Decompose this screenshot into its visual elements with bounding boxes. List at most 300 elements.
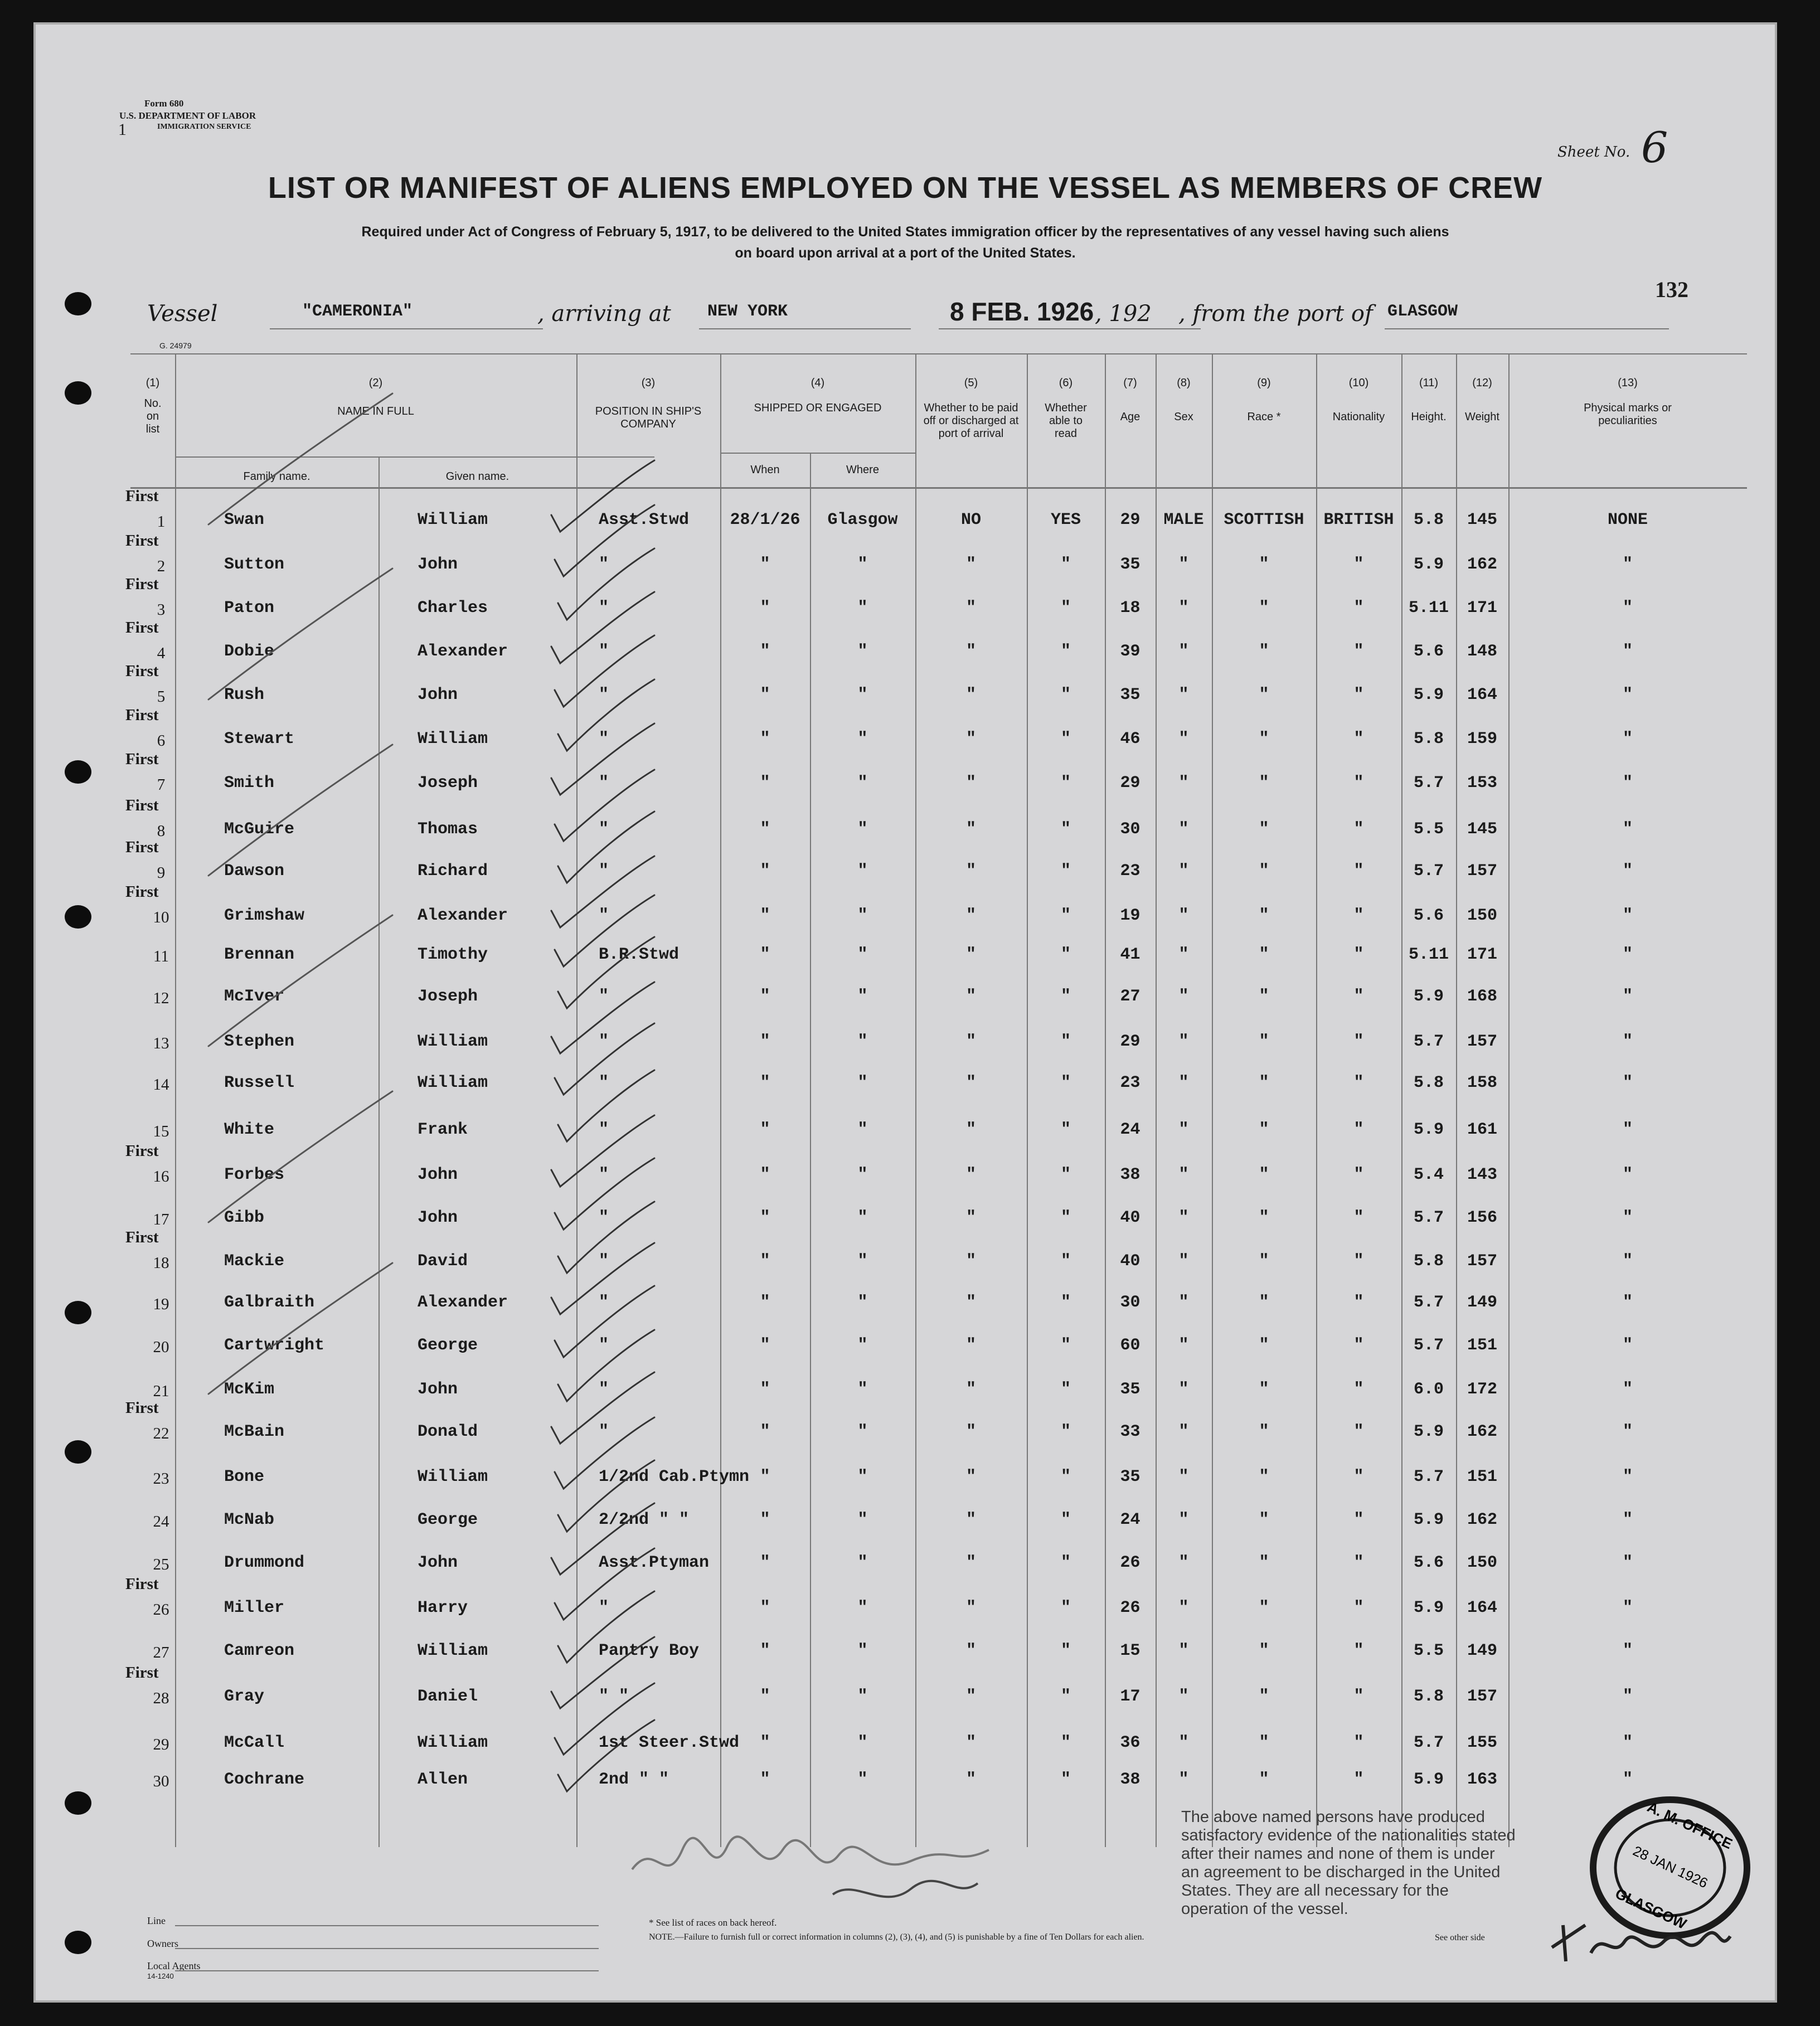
sex: " bbox=[1178, 555, 1189, 574]
sheet-label: Sheet No. bbox=[1557, 144, 1630, 161]
able-to-read: " bbox=[1060, 642, 1071, 661]
given-name: Allen bbox=[418, 1770, 468, 1789]
paid-off: " bbox=[965, 555, 976, 574]
year-label: , 192 bbox=[1095, 301, 1152, 327]
shipped-where: " bbox=[857, 730, 868, 749]
weight: 161 bbox=[1467, 1120, 1497, 1139]
weight: 149 bbox=[1467, 1641, 1497, 1660]
check-mark-icon bbox=[208, 393, 392, 524]
check-mark-icon bbox=[555, 1548, 654, 1620]
check-mark-icon bbox=[551, 460, 654, 532]
shipped-when: " bbox=[760, 774, 770, 793]
check-mark-icon bbox=[551, 1115, 654, 1187]
able-to-read: " bbox=[1060, 987, 1071, 1006]
shipped-when: " bbox=[760, 1422, 770, 1441]
shipped-when: " bbox=[760, 1032, 770, 1051]
sex: " bbox=[1178, 730, 1189, 749]
check-mark-icon bbox=[555, 895, 654, 966]
list-number: 22 bbox=[153, 1425, 169, 1442]
height: 5.6 bbox=[1413, 642, 1444, 661]
race-footnote: * See list of races on back hereof. bbox=[649, 1917, 777, 1928]
first-voyage-note: First bbox=[125, 750, 159, 768]
age: 23 bbox=[1120, 1073, 1140, 1092]
sex: " bbox=[1178, 1165, 1189, 1184]
age: 29 bbox=[1120, 511, 1140, 529]
nationality: " bbox=[1353, 1553, 1364, 1572]
col-10-header: (10) Nationality bbox=[1332, 377, 1385, 423]
given-name: George bbox=[418, 1510, 478, 1529]
height: 5.9 bbox=[1413, 987, 1444, 1006]
paid-off: " bbox=[965, 1510, 976, 1529]
first-voyage-note: First bbox=[125, 619, 159, 637]
pencil-check-marks bbox=[36, 25, 1775, 2000]
position: Pantry Boy bbox=[599, 1641, 700, 1660]
race: " bbox=[1259, 774, 1269, 793]
physical-marks: " bbox=[1622, 1422, 1633, 1441]
given-name: Alexander bbox=[418, 906, 508, 925]
check-mark-icon bbox=[558, 679, 654, 751]
physical-marks: " bbox=[1622, 1380, 1633, 1399]
weight: 153 bbox=[1467, 774, 1497, 793]
shipped-when: " bbox=[760, 686, 770, 705]
nationality: " bbox=[1353, 686, 1364, 705]
service: IMMIGRATION SERVICE bbox=[157, 123, 251, 131]
age: 41 bbox=[1120, 945, 1140, 964]
list-number: 2 bbox=[157, 557, 166, 575]
first-voyage-note: First bbox=[125, 1399, 159, 1417]
check-mark-icon bbox=[551, 1503, 654, 1575]
list-number: 21 bbox=[153, 1382, 169, 1400]
stamp-top-text: A. M. OFFICE bbox=[1644, 1798, 1735, 1853]
height: 5.11 bbox=[1408, 945, 1449, 964]
shipped-where: " bbox=[857, 774, 868, 793]
height: 5.7 bbox=[1413, 1032, 1444, 1051]
nationality: " bbox=[1353, 862, 1364, 881]
physical-marks: " bbox=[1622, 774, 1633, 793]
family-name: Cartwright bbox=[224, 1336, 325, 1355]
shipped-when: " bbox=[760, 906, 770, 925]
paid-off: " bbox=[965, 686, 976, 705]
height: 6.0 bbox=[1413, 1380, 1444, 1399]
arriving-label: , arriving at bbox=[537, 301, 671, 327]
given-name: William bbox=[418, 1733, 488, 1752]
nationality: " bbox=[1353, 906, 1364, 925]
weight: 157 bbox=[1467, 862, 1497, 881]
age: 24 bbox=[1120, 1510, 1140, 1529]
sex: " bbox=[1178, 1380, 1189, 1399]
sex: " bbox=[1178, 862, 1189, 881]
shipped-when: " bbox=[760, 1510, 770, 1529]
weight: 171 bbox=[1467, 945, 1497, 964]
position: " bbox=[599, 1120, 609, 1139]
age: 40 bbox=[1120, 1252, 1140, 1271]
nationality: " bbox=[1353, 1687, 1364, 1706]
able-to-read: " bbox=[1060, 555, 1071, 574]
able-to-read: " bbox=[1060, 1120, 1071, 1139]
age: 38 bbox=[1120, 1770, 1140, 1789]
family-name-header: Family name. bbox=[243, 470, 310, 483]
check-mark-icon bbox=[551, 856, 654, 927]
sex: " bbox=[1178, 1293, 1189, 1312]
age: 30 bbox=[1120, 1293, 1140, 1312]
age: 35 bbox=[1120, 555, 1140, 574]
see-other-side: See other side bbox=[1435, 1933, 1485, 1942]
shipped-when: " bbox=[760, 1165, 770, 1184]
shipped-where: " bbox=[857, 1770, 868, 1789]
shipped-where: " bbox=[857, 1073, 868, 1092]
position: " bbox=[599, 906, 609, 925]
check-mark-icon bbox=[208, 1263, 392, 1394]
given-name: George bbox=[418, 1336, 478, 1355]
physical-marks: " bbox=[1622, 1687, 1633, 1706]
weight: 150 bbox=[1467, 906, 1497, 925]
shipped-when: " bbox=[760, 1336, 770, 1355]
position: 2/2nd " " bbox=[599, 1510, 690, 1529]
list-number: 12 bbox=[153, 989, 169, 1007]
nationality: " bbox=[1353, 1336, 1364, 1355]
weight: 151 bbox=[1467, 1468, 1497, 1486]
first-voyage-note: First bbox=[125, 575, 159, 593]
race: " bbox=[1259, 1208, 1269, 1227]
weight: 157 bbox=[1467, 1032, 1497, 1051]
age: 38 bbox=[1120, 1165, 1140, 1184]
list-number: 25 bbox=[153, 1556, 169, 1573]
physical-marks: " bbox=[1622, 1336, 1633, 1355]
list-number: 5 bbox=[157, 688, 166, 706]
check-mark-icon bbox=[551, 982, 654, 1053]
page-title: LIST OR MANIFEST OF ALIENS EMPLOYED ON THE VESSEL AS MEMBERS OF CREW bbox=[268, 171, 1543, 205]
physical-marks: " bbox=[1622, 862, 1633, 881]
race: " bbox=[1259, 1468, 1269, 1486]
weight: 162 bbox=[1467, 555, 1497, 574]
sex: " bbox=[1178, 987, 1189, 1006]
shipped-when: " bbox=[760, 987, 770, 1006]
race: " bbox=[1259, 1510, 1269, 1529]
height: 5.9 bbox=[1413, 1422, 1444, 1441]
shipped-when: 28/1/26 bbox=[730, 511, 800, 529]
age: 17 bbox=[1120, 1687, 1140, 1706]
list-number: 6 bbox=[157, 732, 166, 750]
able-to-read: " bbox=[1060, 686, 1071, 705]
position: " bbox=[599, 820, 609, 839]
weight: 143 bbox=[1467, 1165, 1497, 1184]
physical-marks: " bbox=[1622, 987, 1633, 1006]
family-name: Gray bbox=[224, 1687, 265, 1706]
position: " bbox=[599, 1252, 609, 1271]
paid-off: " bbox=[965, 1120, 976, 1139]
paid-off: " bbox=[965, 1032, 976, 1051]
age: 26 bbox=[1120, 1599, 1140, 1617]
col-9-header: (9) Race * bbox=[1247, 377, 1281, 423]
check-mark-icon bbox=[555, 635, 654, 707]
age: 35 bbox=[1120, 686, 1140, 705]
weight: 164 bbox=[1467, 1599, 1497, 1617]
weight: 163 bbox=[1467, 1770, 1497, 1789]
check-mark-icon bbox=[555, 1286, 654, 1357]
nationality: " bbox=[1353, 555, 1364, 574]
given-name: John bbox=[418, 686, 458, 705]
physical-marks: " bbox=[1622, 1120, 1633, 1139]
first-voyage-note: First bbox=[125, 487, 159, 505]
family-name: Russell bbox=[224, 1073, 295, 1092]
shipped-when: " bbox=[760, 1770, 770, 1789]
weight: 158 bbox=[1467, 1073, 1497, 1092]
able-to-read: " bbox=[1060, 1380, 1071, 1399]
height: 5.8 bbox=[1413, 1687, 1444, 1706]
nationality: " bbox=[1353, 1073, 1364, 1092]
given-name: William bbox=[418, 1073, 488, 1092]
nationality: " bbox=[1353, 820, 1364, 839]
weight: 151 bbox=[1467, 1336, 1497, 1355]
age: 60 bbox=[1120, 1336, 1140, 1355]
shipped-where: " bbox=[857, 1687, 868, 1706]
position: " bbox=[599, 599, 609, 618]
agent-signature bbox=[1541, 1908, 1741, 1975]
given-name: John bbox=[418, 1165, 458, 1184]
first-voyage-note: First bbox=[125, 1142, 159, 1160]
age: 46 bbox=[1120, 730, 1140, 749]
age: 35 bbox=[1120, 1380, 1140, 1399]
footer-rule bbox=[175, 1970, 599, 1971]
footer-rule bbox=[175, 1925, 599, 1926]
list-number: 16 bbox=[153, 1168, 169, 1186]
family-name: Brennan bbox=[224, 945, 295, 964]
physical-marks: " bbox=[1622, 1770, 1633, 1789]
able-to-read: " bbox=[1060, 1293, 1071, 1312]
shipped-where: " bbox=[857, 1165, 868, 1184]
list-number: 1 bbox=[157, 513, 166, 531]
given-name: William bbox=[418, 1641, 488, 1660]
given-name: John bbox=[418, 1553, 458, 1572]
stamp-date: 28 JAN 1926 bbox=[1630, 1843, 1710, 1892]
list-number: 29 bbox=[153, 1736, 169, 1753]
physical-marks: " bbox=[1622, 1252, 1633, 1271]
shipped-where: " bbox=[857, 642, 868, 661]
list-number: 3 bbox=[157, 601, 166, 619]
family-name: Sutton bbox=[224, 555, 285, 574]
shipped-when: " bbox=[760, 642, 770, 661]
race: " bbox=[1259, 1336, 1269, 1355]
height: 5.7 bbox=[1413, 1208, 1444, 1227]
weight: 145 bbox=[1467, 820, 1497, 839]
race: " bbox=[1259, 1553, 1269, 1572]
height: 5.8 bbox=[1413, 730, 1444, 749]
shipped-when: " bbox=[760, 1380, 770, 1399]
position: " bbox=[599, 1599, 609, 1617]
family-name: Rush bbox=[224, 686, 265, 705]
sex: " bbox=[1178, 1468, 1189, 1486]
check-mark-icon bbox=[208, 569, 392, 699]
when-header: When bbox=[750, 464, 780, 476]
shipped-where: " bbox=[857, 1422, 868, 1441]
position: " bbox=[599, 1422, 609, 1441]
vessel-label: Vessel bbox=[147, 301, 218, 327]
list-number: 28 bbox=[153, 1689, 169, 1707]
height: 5.11 bbox=[1408, 599, 1449, 618]
family-name: Camreon bbox=[224, 1641, 295, 1660]
weight: 157 bbox=[1467, 1252, 1497, 1271]
physical-marks: " bbox=[1622, 730, 1633, 749]
position: " bbox=[599, 642, 609, 661]
agents-reference: 14-1240 bbox=[147, 1972, 174, 1980]
paid-off: " bbox=[965, 1733, 976, 1752]
list-number: 9 bbox=[157, 864, 166, 882]
race: " bbox=[1259, 555, 1269, 574]
shipped-when: " bbox=[760, 555, 770, 574]
shipped-where: " bbox=[857, 1468, 868, 1486]
family-name: Cochrane bbox=[224, 1770, 305, 1789]
first-voyage-note: First bbox=[125, 796, 159, 814]
race: " bbox=[1259, 1165, 1269, 1184]
given-name: Joseph bbox=[418, 987, 478, 1006]
corner-mark: 1 bbox=[118, 120, 127, 139]
family-name: Forbes bbox=[224, 1165, 285, 1184]
race: " bbox=[1259, 1252, 1269, 1271]
shipped-when: " bbox=[760, 862, 770, 881]
paid-off: " bbox=[965, 1687, 976, 1706]
given-name: John bbox=[418, 1208, 458, 1227]
family-name: McCall bbox=[224, 1733, 285, 1752]
nationality: " bbox=[1353, 1120, 1364, 1139]
nationality: " bbox=[1353, 1293, 1364, 1312]
physical-marks: " bbox=[1622, 945, 1633, 964]
position: " bbox=[599, 1032, 609, 1051]
position: " " bbox=[599, 1687, 629, 1706]
given-name: Timothy bbox=[418, 945, 488, 964]
family-name: Dobie bbox=[224, 642, 275, 661]
given-name: Frank bbox=[418, 1120, 468, 1139]
age: 15 bbox=[1120, 1641, 1140, 1660]
nationality: " bbox=[1353, 1165, 1364, 1184]
nationality: " bbox=[1353, 987, 1364, 1006]
paid-off: " bbox=[965, 1422, 976, 1441]
sex: " bbox=[1178, 1733, 1189, 1752]
physical-marks: " bbox=[1622, 820, 1633, 839]
race: " bbox=[1259, 987, 1269, 1006]
paid-off: " bbox=[965, 1380, 976, 1399]
age: 29 bbox=[1120, 1032, 1140, 1051]
check-mark-icon bbox=[558, 1591, 654, 1663]
weight: 172 bbox=[1467, 1380, 1497, 1399]
paid-off: " bbox=[965, 1336, 976, 1355]
nationality: " bbox=[1353, 1422, 1364, 1441]
weight: 148 bbox=[1467, 642, 1497, 661]
given-name: Richard bbox=[418, 862, 488, 881]
paid-off: " bbox=[965, 642, 976, 661]
sex: " bbox=[1178, 774, 1189, 793]
age: 29 bbox=[1120, 774, 1140, 793]
able-to-read: " bbox=[1060, 906, 1071, 925]
col-4-header: (4) SHIPPED OR ENGAGED bbox=[754, 377, 882, 414]
given-name: William bbox=[418, 511, 488, 529]
position: " bbox=[599, 862, 609, 881]
check-mark-icon bbox=[558, 1330, 654, 1401]
position: " bbox=[599, 987, 609, 1006]
shipped-where: " bbox=[857, 1120, 868, 1139]
sex: " bbox=[1178, 1422, 1189, 1441]
height: 5.8 bbox=[1413, 1252, 1444, 1271]
height: 5.5 bbox=[1413, 1641, 1444, 1660]
shipped-where: " bbox=[857, 987, 868, 1006]
paid-off: " bbox=[965, 1208, 976, 1227]
sex: " bbox=[1178, 1208, 1189, 1227]
shipped-when: " bbox=[760, 730, 770, 749]
col-13-header: (13) Physical marks or peculiarities bbox=[1584, 377, 1672, 427]
check-mark-icon bbox=[208, 915, 392, 1046]
col-6-header: (6) Whether able to read bbox=[1045, 377, 1087, 440]
able-to-read: " bbox=[1060, 1687, 1071, 1706]
sex: " bbox=[1178, 1120, 1189, 1139]
owners-label: Owners bbox=[147, 1938, 178, 1949]
check-mark-icon bbox=[551, 592, 654, 663]
shipped-when: " bbox=[760, 1687, 770, 1706]
form-number: Form 680 bbox=[144, 98, 184, 109]
able-to-read: " bbox=[1060, 820, 1071, 839]
given-name: John bbox=[418, 555, 458, 574]
shipped-when: " bbox=[760, 1252, 770, 1271]
sex: " bbox=[1178, 1510, 1189, 1529]
physical-marks: " bbox=[1622, 1165, 1633, 1184]
subtitle-line-1: Required under Act of Congress of February 5, 1917, to be delivered to the United States immigration officer by the representatives of any vessel having such aliens bbox=[361, 224, 1449, 240]
shipped-where: " bbox=[857, 1208, 868, 1227]
shipped-where: " bbox=[857, 1553, 868, 1572]
nationality: BRITISH bbox=[1323, 511, 1394, 529]
paid-off: " bbox=[965, 987, 976, 1006]
paid-off: " bbox=[965, 1641, 976, 1660]
sex: " bbox=[1178, 599, 1189, 618]
check-mark-icon bbox=[555, 1023, 654, 1095]
race: " bbox=[1259, 820, 1269, 839]
sex: " bbox=[1178, 642, 1189, 661]
able-to-read: " bbox=[1060, 1641, 1071, 1660]
stamp-bottom-text: GLASGOW bbox=[1613, 1884, 1690, 1933]
manifest-sheet bbox=[33, 22, 1777, 2003]
race: " bbox=[1259, 599, 1269, 618]
shipped-when: " bbox=[760, 1073, 770, 1092]
sex: " bbox=[1178, 1641, 1189, 1660]
able-to-read: " bbox=[1060, 1336, 1071, 1355]
family-name: Paton bbox=[224, 599, 275, 618]
weight: 145 bbox=[1467, 511, 1497, 529]
shipped-when: " bbox=[760, 1553, 770, 1572]
weight: 164 bbox=[1467, 686, 1497, 705]
list-number: 18 bbox=[153, 1254, 169, 1272]
family-name: Swan bbox=[224, 511, 265, 529]
sex: " bbox=[1178, 906, 1189, 925]
physical-marks: " bbox=[1622, 1073, 1633, 1092]
able-to-read: " bbox=[1060, 1032, 1071, 1051]
physical-marks: " bbox=[1622, 599, 1633, 618]
nationality: " bbox=[1353, 599, 1364, 618]
given-name: Donald bbox=[418, 1422, 478, 1441]
height: 5.8 bbox=[1413, 1073, 1444, 1092]
shipped-where: " bbox=[857, 1032, 868, 1051]
first-voyage-note: First bbox=[125, 532, 159, 550]
family-name: Stewart bbox=[224, 730, 295, 749]
family-name: Smith bbox=[224, 774, 275, 793]
height: 5.7 bbox=[1413, 1468, 1444, 1486]
certification-statement: The above named persons have produced satisfactory evidence of the nationalities stated after their names and none of them is under an agreement to be discharged in the United States. They are all necessary for the operation of the vessel. bbox=[1181, 1808, 1516, 1918]
shipped-when: " bbox=[760, 1641, 770, 1660]
list-number: 24 bbox=[153, 1513, 169, 1531]
check-mark-icon bbox=[558, 1202, 654, 1273]
list-number: 19 bbox=[153, 1295, 169, 1313]
shipped-where: Glasgow bbox=[827, 511, 898, 529]
sex: MALE bbox=[1163, 511, 1204, 529]
family-name: White bbox=[224, 1120, 275, 1139]
check-mark-icon bbox=[555, 1683, 654, 1755]
able-to-read: YES bbox=[1050, 511, 1081, 529]
